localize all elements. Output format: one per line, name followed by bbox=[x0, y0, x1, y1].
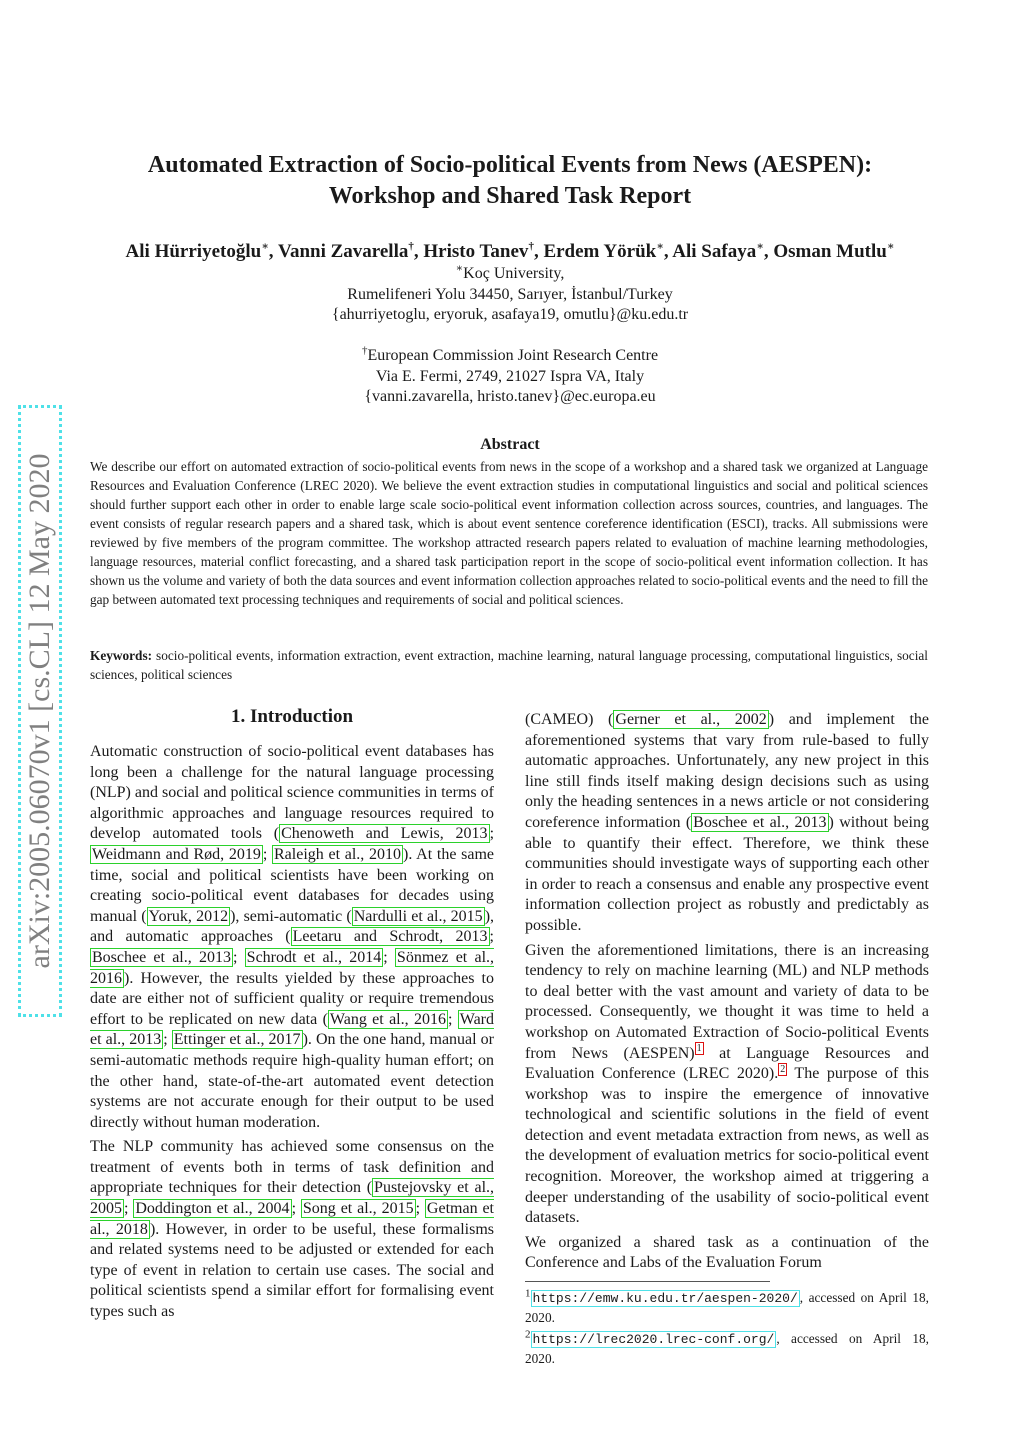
citation-link[interactable]: Raleigh et al., 2010 bbox=[274, 845, 401, 863]
author-name: Erdem Yörük bbox=[543, 241, 657, 262]
citation-link[interactable]: Chenoweth and Lewis, 2013 bbox=[281, 825, 488, 843]
footnote-marker[interactable]: 2 bbox=[780, 1063, 786, 1075]
citation-link[interactable]: Getman et al., 2018 bbox=[90, 1200, 495, 1238]
section-heading-introduction: 1. Introduction bbox=[230, 706, 354, 727]
citation-link[interactable]: Boschee et al., 2013 bbox=[92, 948, 231, 966]
arxiv-stamp[interactable] bbox=[18, 405, 62, 1017]
keywords bbox=[90, 646, 928, 684]
author-name: Ali Hürriyetoğlu bbox=[125, 241, 262, 262]
right-column bbox=[525, 710, 929, 1278]
footnote-url-link[interactable]: https://lrec2020.lrec-conf.org/ bbox=[532, 1332, 775, 1347]
citation-link[interactable]: Wang et al., 2016 bbox=[329, 1010, 446, 1028]
affiliation-address: Via E. Fermi, 2749, 21027 Ispra VA, Italy bbox=[375, 367, 645, 385]
abstract-heading: Abstract bbox=[480, 436, 540, 453]
citation-link[interactable]: Weidmann and Rød, 2019 bbox=[92, 845, 261, 863]
affiliation-name: Koç University, bbox=[463, 265, 565, 282]
citation-link[interactable]: Leetaru and Schrodt, 2013 bbox=[292, 928, 488, 946]
paragraph: We organized a shared task as a continuation of the Conference and Labs of the Evaluation Forum bbox=[525, 1233, 929, 1272]
title-line-2: Workshop and Shared Task Report bbox=[328, 183, 692, 209]
citation-link[interactable]: Doddington et al., 2004 bbox=[135, 1200, 290, 1218]
author-affiliation-mark: † bbox=[528, 240, 534, 253]
citation-link[interactable]: Yoruk, 2012 bbox=[148, 907, 229, 925]
citation-link[interactable]: Schrodt et al., 2014 bbox=[246, 948, 382, 966]
footnote-marker[interactable]: 1 bbox=[696, 1043, 702, 1055]
footnote: $^2$ https://lrec2020.lrec-conf.org/ , accessed on April 18, 2020. bbox=[525, 1328, 929, 1366]
affiliation-koc bbox=[60, 264, 960, 326]
footnote-number: 2 bbox=[525, 1328, 531, 1341]
author-affiliation-mark: ∗ bbox=[756, 240, 764, 253]
author-affiliation-mark: ∗ bbox=[261, 240, 269, 253]
author-affiliation-mark: † bbox=[408, 240, 414, 253]
affiliation-jrc bbox=[60, 346, 960, 408]
affiliation-mark: † bbox=[361, 344, 368, 357]
author-name: Osman Mutlu bbox=[773, 241, 887, 262]
affiliation-mark: ∗ bbox=[455, 262, 464, 275]
author-affiliation-mark: ∗ bbox=[656, 240, 664, 253]
paragraph: Given the aforementioned limitations, there is an increasing tendency to rely on machine learning (ML) and NLP methods to deal better with the vast amount and variety of data to be processed. Consequently, we thought it was time to held a workshop on Automated Extraction of Socio-political Events from News (AESPEN) $^1$ at Language Resources and Evaluation Conference (LREC 2020). $^2$ The purpose of this workshop was to inspire the emergence of innovative technological and scientific solutions in the field of event detection and event metadata extraction from news, as well as the development of evaluation metrics for socio-political event recognition. Moreover, the workshop aimed at triggering a deeper understanding of the usability of socio-political event datasets. bbox=[525, 941, 929, 1227]
author-affiliation-mark: ∗ bbox=[886, 240, 895, 253]
paragraph: (CAMEO) ( Gerner et al., 2002 ) and implement the aforementioned systems that vary from rule-based to fully automatic approaches. Unfortunately, any new project in this line still finds itself making design decisions such as using only the heading sentences in a news article or not considering coreference information ( Boschee et al., 2013 ) without being able to quantify their effect. Therefore, we think these communities should investigate ways of supporting each other in order to reach a consensus and enable any prospective event information collection project as robustly and predictably as possible. bbox=[525, 711, 930, 934]
citation-link[interactable]: Gerner et al., 2002 bbox=[615, 711, 767, 728]
footnote: $^1$ https://emw.ku.edu.tr/aespen-2020/ , accessed on April 18, 2020. bbox=[525, 1287, 929, 1325]
abstract-text: We describe our effort on automated extraction of socio-political events from news in the scope of a workshop and a shared task we organized at Language Resources and Evaluation Conference (LREC 2020). We believe the event extraction studies in computational linguistics and social and political sciences should further support each other in order to enable large scale socio-political event information collection across sources, countries, and languages. The event consists of regular research papers and a shared task, which is about event sentence coreference identification (ESCI), tracks. All submissions were reviewed by five members of the program committee. The workshop attracted research papers related to evaluation of machine learning methodologies, language resources, material conflict forecasting, and a shared task participation report in the scope of socio-political event information collection. It has shown us the volume and variety of both the data sources and event information collection approaches related to socio-political events and the need to fill the gap between automated text processing techniques and requirements of social and political sciences. bbox=[90, 459, 928, 607]
keywords-text: socio-political events, information extraction, event extraction, machine learning, natural language processing, computational linguistics, social sciences, political sciences bbox=[90, 648, 928, 682]
citation-link[interactable]: Ward et al., 2013 bbox=[90, 1010, 494, 1049]
citation-link[interactable]: Song et al., 2015 bbox=[302, 1200, 414, 1218]
author-name: Ali Safaya bbox=[672, 241, 757, 262]
citation-link[interactable]: Boschee et al., 2013 bbox=[693, 813, 827, 831]
paragraph: The NLP community has achieved some consensus on the treatment of events both in terms of task definition and appropriate techniques for their detection ( Pustejovsky et al., 2005 ; Doddington et al., 2004 ; Song et al., 2015 ; Getman et al., 2018 ). However, in order to be useful, these formalisms and related systems need to be adjusted or extended for each type of event in relation to certain use cases. The social and political scientists spend a similar effort for formalising event types such as bbox=[90, 1138, 495, 1321]
arxiv-stamp-text: arXiv:2005.06070v1 [cs.CL] 12 May 2020 bbox=[23, 453, 56, 969]
footnotes bbox=[525, 1288, 929, 1370]
paper-title bbox=[60, 150, 960, 212]
citation-link[interactable]: Nardulli et al., 2015 bbox=[353, 907, 483, 925]
citation-link[interactable]: Ettinger et al., 2017 bbox=[173, 1031, 301, 1049]
affiliation-emails: {vanni.zavarella, hristo.tanev}@ec.europa.eu bbox=[364, 388, 656, 405]
paragraph: Automatic construction of socio-political event databases has long been a challenge for the natural language processing (NLP) and social and political science communities in terms of algorithmic approaches and language resources required to develop automated tools ( Chenoweth and Lewis, 2013 ; Weidmann and Rød, 2019 ; Raleigh et al., 2010 ). At the same time, social and political scientists have been working on creating socio-political event databases for decades using manual ( Yoruk, 2012 ), semi-automatic ( Nardulli et al., 2015 ), and automatic approaches ( Leetaru and Schrodt, 2013 ; Boschee et al., 2013 ; Schrodt et al., 2014 ; Sönmez et al., 2016 ). However, the results yielded by these approaches to date are either not of sufficient quality or require tremendous effort to be replicated on new data ( Wang et al., 2016 ; Ward et al., 2013 ; Ettinger et al., 2017 ). On the one hand, manual or semi-automatic methods require high-quality human effort; on the other hand, state-of-the-art automated event detection systems are not accurate enough for their output to be used directly without human moderation. bbox=[90, 743, 495, 1131]
footnote-number: 1 bbox=[525, 1287, 531, 1300]
affiliation-address: Rumelifeneri Yolu 34450, Sarıyer, İstanbul/Turkey bbox=[347, 285, 673, 303]
affiliation-emails: {ahurriyetoglu, eryoruk, asafaya19, omutlu}@ku.edu.tr bbox=[331, 306, 689, 323]
citation-link[interactable]: Pustejovsky et al., 2005 bbox=[90, 1179, 495, 1218]
author-list: Ali Hürriyetoğlu∗, Vanni Zavarella†, Hristo Tanev†, Erdem Yörük∗, Ali Safaya∗, Osman Mutlu∗ bbox=[125, 240, 895, 262]
footnote-url-link[interactable]: https://emw.ku.edu.tr/aespen-2020/ bbox=[532, 1291, 798, 1306]
author-name: Vanni Zavarella bbox=[277, 241, 409, 262]
left-column bbox=[90, 742, 494, 1327]
title-line-1: Automated Extraction of Socio-political Events from News (AESPEN): bbox=[147, 152, 873, 178]
keywords-label: Keywords: bbox=[90, 648, 153, 663]
affiliation-name: European Commission Joint Research Centre bbox=[367, 347, 659, 364]
author-name: Hristo Tanev bbox=[423, 241, 529, 262]
footnote-divider bbox=[525, 1281, 770, 1282]
citation-link[interactable]: Sönmez et al., 2016 bbox=[90, 948, 495, 987]
